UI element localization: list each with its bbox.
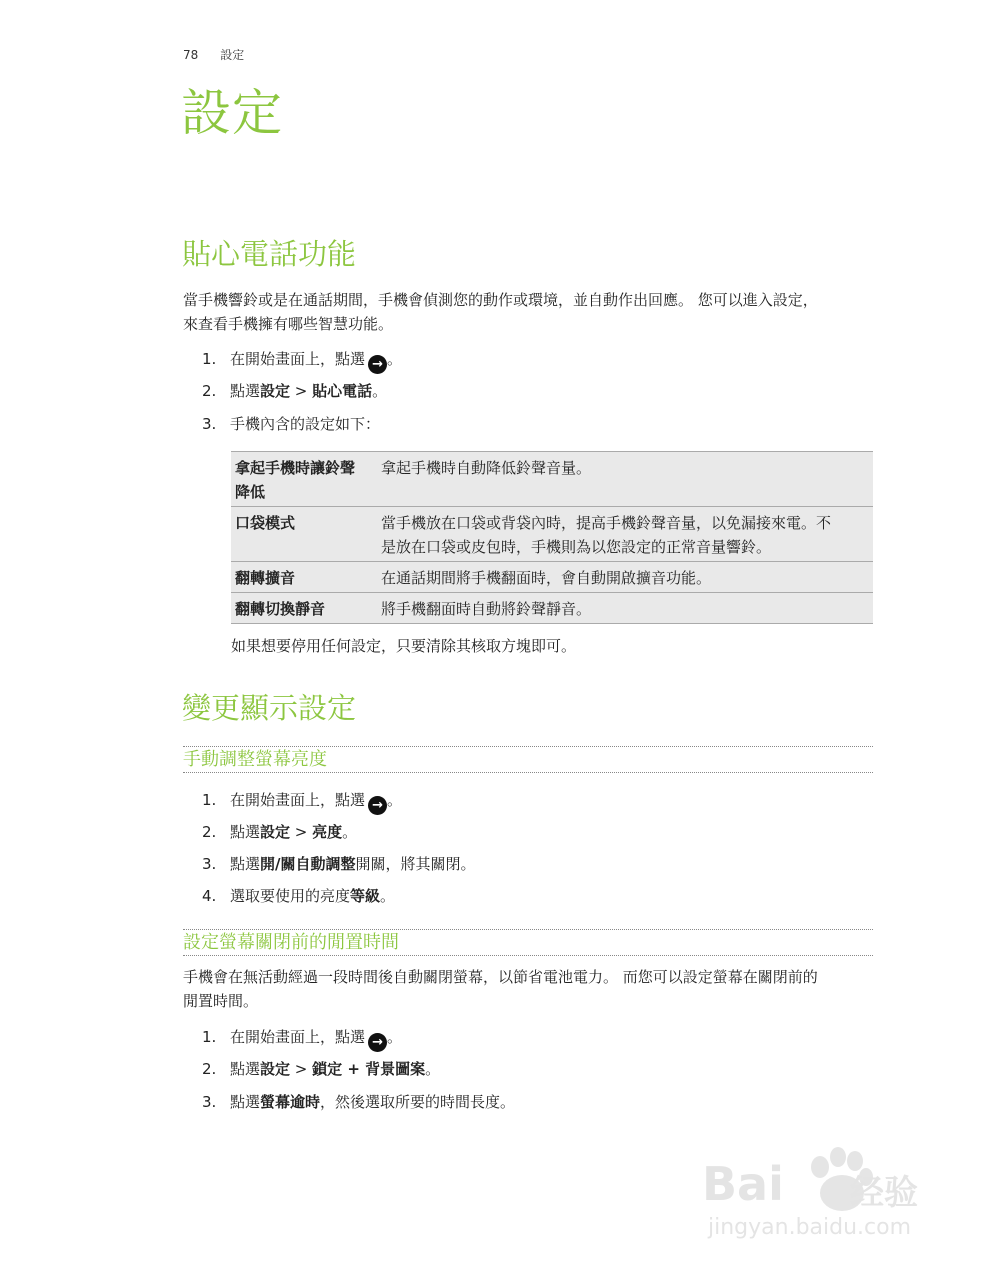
step-item: [202, 413, 380, 435]
section-title-smart-phone: 貼心電話功能: [182, 237, 357, 271]
step-text: 選取要使用的亮度: [230, 887, 351, 905]
step-item: [202, 885, 395, 907]
arrow-icon[interactable]: →: [368, 796, 387, 815]
baidu-watermark: [702, 1135, 942, 1255]
table-row: [231, 593, 873, 624]
step-text: ，然後選取所要的時間長度。: [320, 1093, 516, 1111]
arrow-icon[interactable]: →: [368, 355, 387, 374]
feature-description: 當手機放在口袋或背袋內時，提高手機鈴聲音量，以免漏接來電。不 是放在口袋或皮包時，手機則為以您設定的正常音量響鈴。: [377, 507, 873, 562]
step-end: 。: [387, 791, 403, 809]
path-separator: >: [290, 1060, 313, 1078]
feature-description: 在通話期間將手機翻面時，會自動開啟擴音功能。: [377, 562, 873, 593]
step-end: 。: [387, 1028, 403, 1046]
feature-description: 將手機翻面時自動將鈴聲靜音。: [377, 593, 873, 624]
page-header: [183, 46, 244, 63]
step-text: 手機內含的設定如下：: [230, 415, 381, 433]
section1-intro: [183, 288, 873, 336]
chapter-title: 設定: [181, 84, 283, 142]
table-row: [231, 562, 873, 593]
watermark-url: jingyan.baidu.com: [708, 1215, 912, 1240]
path-separator: >: [290, 823, 313, 841]
watermark-cn: 经验: [850, 1173, 918, 1213]
step-text: 點選: [230, 1060, 261, 1078]
table-row: [231, 452, 873, 507]
intro-line: 來查看手機擁有哪些智慧功能。: [183, 315, 394, 333]
arrow-icon[interactable]: →: [368, 1033, 387, 1052]
intro-line: 閒置時間。: [183, 992, 259, 1010]
table-row: [231, 507, 873, 562]
step-item: [202, 821, 357, 843]
step-item: [202, 789, 402, 815]
section-title-display: 變更顯示設定: [182, 691, 357, 725]
step-text: 開關，將其關閉。: [355, 855, 476, 873]
section1-note: 如果想要停用任何設定，只要清除其核取方塊即可。: [231, 637, 577, 655]
step-end: 。: [387, 350, 403, 368]
step-item: [202, 853, 476, 875]
smart-features-table: [231, 451, 873, 624]
step-number: 3.: [202, 415, 217, 433]
step-number: 1.: [202, 1028, 217, 1046]
step-item: [202, 380, 387, 402]
intro-line: 手機會在無活動經過一段時間後自動關閉螢幕，以節省電池電力。 而您可以設定螢幕在關閉前的: [183, 968, 818, 986]
feature-name: 口袋模式: [231, 507, 377, 562]
feature-description: 拿起手機時自動降低鈴聲音量。: [377, 452, 873, 507]
intro-line: 當手機響鈴或是在通話期間，手機會偵測您的動作或環境，並自動作出回應。 您可以進入設定，: [183, 291, 818, 309]
step-text: 點選: [230, 855, 261, 873]
menu-path-smart-phone: 貼心電話: [312, 382, 373, 400]
step-item: [202, 348, 402, 374]
step-end: 。: [380, 887, 396, 905]
step-item: [202, 1058, 440, 1080]
step-number: 2.: [202, 1060, 217, 1078]
step-end: 。: [342, 823, 358, 841]
brightness-level: 等級: [350, 887, 381, 905]
step-number: 1.: [202, 791, 217, 809]
path-separator: >: [290, 382, 313, 400]
step-end: 。: [425, 1060, 441, 1078]
step-number: 2.: [202, 823, 217, 841]
step-end: 。: [372, 382, 388, 400]
section2-intro: [183, 965, 873, 1013]
menu-path-settings: 設定: [260, 382, 291, 400]
step-text: 點選: [230, 1093, 261, 1111]
step-text: 在開始畫面上，點選: [230, 791, 366, 809]
running-section: 設定: [220, 48, 245, 62]
step-text: 在開始畫面上，點選: [230, 1028, 366, 1046]
step-item: [202, 1091, 515, 1113]
step-number: 3.: [202, 1093, 217, 1111]
menu-path-brightness: 亮度: [312, 823, 343, 841]
menu-path-lock-wallpaper: 鎖定 + 背景圖案: [312, 1060, 426, 1078]
screen-timeout-option: 螢幕逾時: [260, 1093, 321, 1111]
step-number: 1.: [202, 350, 217, 368]
feature-name: 翻轉擴音: [231, 562, 377, 593]
step-text: 點選: [230, 382, 261, 400]
step-number: 2.: [202, 382, 217, 400]
step-number: 4.: [202, 887, 217, 905]
feature-name: 拿起手機時讓鈴聲 降低: [231, 452, 377, 507]
step-text: 在開始畫面上，點選: [230, 350, 366, 368]
toggle-auto-adjust: 開/關自動調整: [260, 855, 356, 873]
menu-path-settings: 設定: [260, 823, 291, 841]
page-number: 78: [183, 48, 199, 62]
step-item: [202, 1026, 402, 1052]
menu-path-settings: 設定: [260, 1060, 291, 1078]
step-number: 3.: [202, 855, 217, 873]
subsection-title-screen-timeout: 設定螢幕關閉前的閒置時間: [183, 929, 873, 956]
subsection-title-brightness: 手動調整螢幕亮度: [183, 746, 873, 773]
watermark-brand: Baidu: [702, 1157, 821, 1211]
feature-name: 翻轉切換靜音: [231, 593, 377, 624]
step-text: 點選: [230, 823, 261, 841]
